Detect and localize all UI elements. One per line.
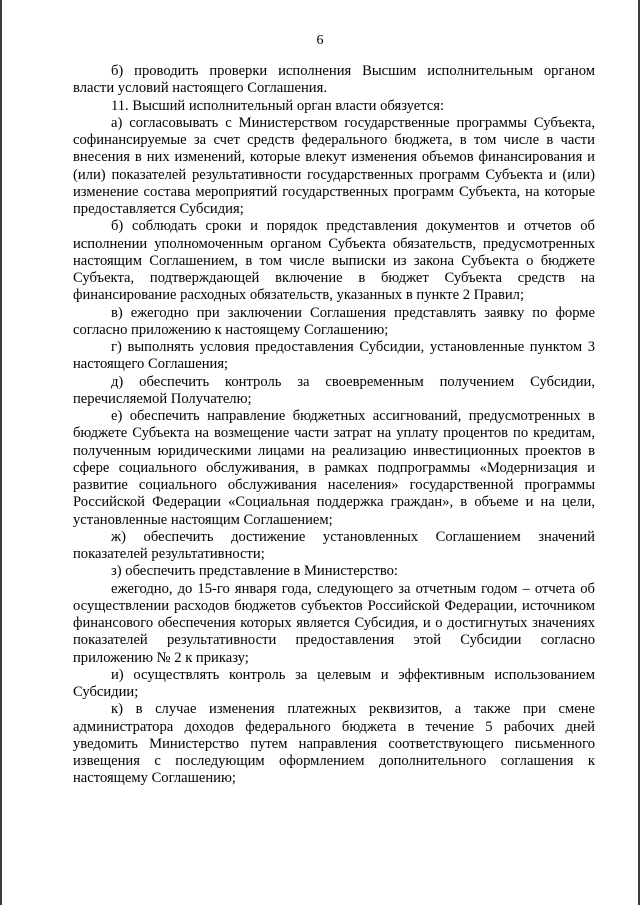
paragraph-11i: и) осуществлять контроль за целевым и эффективным использованием Субсидии; <box>73 666 595 700</box>
paragraph-11e: е) обеспечить направление бюджетных ассигнований, предусмотренных в бюджете Субъекта на возмещение части затрат на уплату процентов по кредитам, полученным юридическими лицами на реализацию инвестиционных проектов в сфере социального обслуживания, в рамках подпрограммы «Модернизация и развитие социального обслуживания населения» государственной программы Российской Федерации «Социальная поддержка граждан», в объеме и на цели, установленные настоящим Соглашением; <box>73 408 595 528</box>
paragraph-11k: к) в случае изменения платежных реквизитов, а также при смене администратора доходов федерального бюджета в течение 5 рабочих дней уведомить Министерство путем направления соответствующего письменного извещения с последующим оформлением дополнительного соглашения к настоящему Соглашению; <box>73 701 595 787</box>
paragraph-11a: а) согласовывать с Министерством государственные программы Субъекта, софинансируемые за счет средств федерального бюджета, в том числе в части внесения в них изменений, которые влекут изменения объемов финансирования и (или) показателей результативности государственных программ Субъекта и (или) изменение состава мероприятий государственных программ Субъекта, на которые предоставляется Субсидия; <box>73 114 595 217</box>
paragraph-11d: д) обеспечить контроль за своевременным получением Субсидии, перечисляемой Получателю; <box>73 373 595 407</box>
paragraph-6b-checks: б) проводить проверки исполнения Высшим исполнительным органом власти условий настоящего Соглашения. <box>73 63 595 97</box>
document-body <box>73 63 595 788</box>
paragraph-11g: г) выполнять условия предоставления Субсидии, установленные пунктом 3 настоящего Соглашения; <box>73 339 595 373</box>
paragraph-11z-annual-report: ежегодно, до 15-го января года, следующего за отчетным годом – отчета об осуществлении расходов бюджетов субъектов Российской Федерации, источником финансового обеспечения которых является Субсидия, и о достигнутых значениях показателей результативности предоставления этой Субсидии согласно приложению № 2 к приказу; <box>73 580 595 666</box>
paragraph-11b: б) соблюдать сроки и порядок представления документов и отчетов об исполнении уполномоченным органом Субъекта обязательств, предусмотренных настоящим Соглашением, в том числе выписки из закона Субъекта о бюджете Субъекта, подтверждающей включение в бюджет Субъекта средств на финансирование расходных обязательств, указанных в пункте 2 Правил; <box>73 218 595 304</box>
page-number: 6 <box>316 33 324 48</box>
paragraph-11v: в) ежегодно при заключении Соглашения представлять заявку по форме согласно приложению к настоящему Соглашению; <box>73 304 595 338</box>
paragraph-11zh: ж) обеспечить достижение установленных Соглашением значений показателей результативности; <box>73 528 595 562</box>
scan-edge-left <box>0 0 2 905</box>
paragraph-11z: з) обеспечить представление в Министерство: <box>111 563 398 580</box>
paragraph-11-heading: 11. Высший исполнительный орган власти обязуется: <box>111 97 445 114</box>
